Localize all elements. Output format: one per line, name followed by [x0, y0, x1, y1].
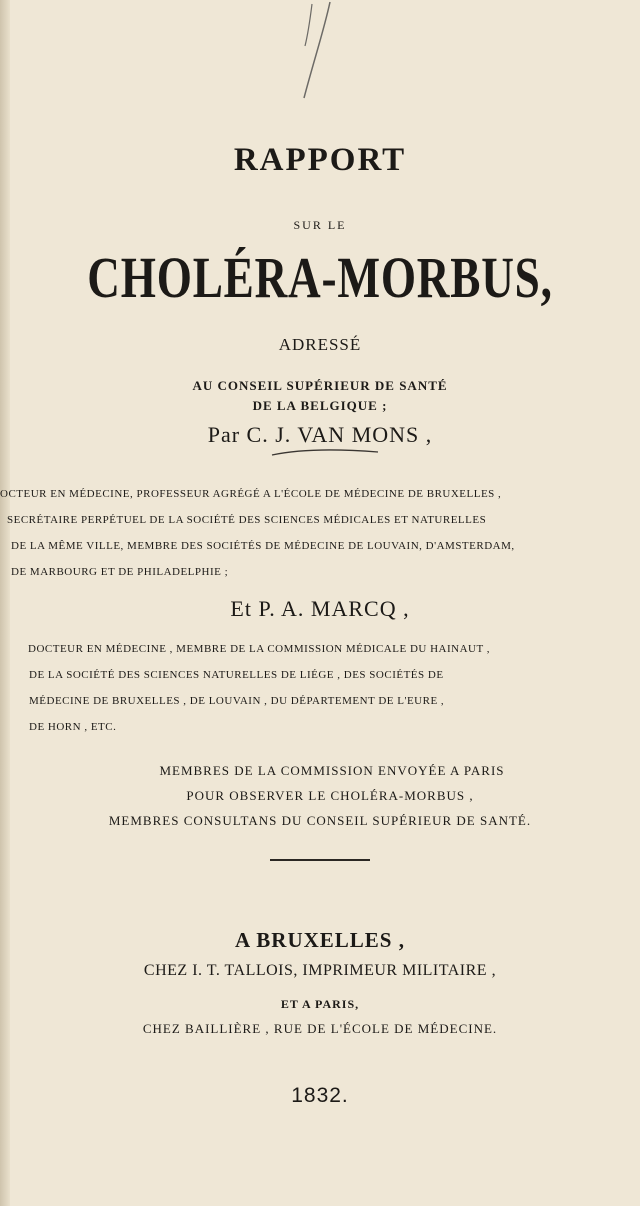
adresse-line: ADRESSÉ: [278, 335, 362, 354]
author-1-name: Par C. J. VAN MONS ,: [207, 422, 433, 447]
imprint-city: A BRUXELLES ,: [235, 928, 405, 952]
imprint-bailliere: CHEZ BAILLIÈRE , RUE DE L'ÉCOLE DE MÉDECINE.: [142, 1021, 498, 1036]
subtitle-sur-le: SUR LE: [293, 218, 347, 232]
handwritten-mark: [290, 0, 350, 100]
decorative-swash: [270, 447, 380, 457]
imprint-printer: CHEZ I. T. TALLOIS, IMPRIMEUR MILITAIRE ,: [143, 962, 497, 979]
author-2-name: Et P. A. MARCQ ,: [230, 596, 410, 621]
divider-rule: [270, 859, 370, 861]
author-1-credential-line: DE MARBOURG ET DE PHILADELPHIE ;: [11, 566, 229, 578]
author-1-credential-line: OCTEUR EN MÉDECINE, PROFESSEUR AGRÉGÉ A L'ÉCOLE DE MÉDECINE DE BRUXELLES ,: [0, 488, 502, 500]
members-line: MEMBRES CONSULTANS DU CONSEIL SUPÉRIEUR DE SANTÉ.: [108, 813, 532, 828]
publication-year: 1832.: [291, 1084, 349, 1107]
council-line-2: DE LA BELGIQUE ;: [252, 398, 388, 413]
council-line-1: AU CONSEIL SUPÉRIEUR DE SANTÉ: [192, 378, 448, 393]
members-line: POUR OBSERVER LE CHOLÉRA-MORBUS ,: [186, 788, 474, 803]
subject-heading: CHOLÉRA-MORBUS,: [87, 245, 553, 310]
author-2-credential-line: DE HORN , ETC.: [29, 721, 117, 733]
author-2-credential-line: MÉDECINE DE BRUXELLES , DE LOUVAIN , DU DÉPARTEMENT DE L'EURE ,: [29, 695, 445, 707]
author-2-credential-line: DOCTEUR EN MÉDECINE , MEMBRE DE LA COMMISSION MÉDICALE DU HAINAUT ,: [28, 643, 490, 655]
author-1-credential-line: DE LA MÊME VILLE, MEMBRE DES SOCIÉTÉS DE MÉDECINE DE LOUVAIN, D'AMSTERDAM,: [11, 540, 515, 552]
members-line: MEMBRES DE LA COMMISSION ENVOYÉE A PARIS: [159, 763, 505, 778]
imprint-et-paris: ET A PARIS,: [280, 997, 360, 1011]
author-2-credential-line: DE LA SOCIÉTÉ DES SCIENCES NATURELLES DE LIÉGE , DES SOCIÉTÉS DE: [29, 669, 444, 681]
author-1-credential-line: SECRÉTAIRE PERPÉTUEL DE LA SOCIÉTÉ DES SCIENCES MÉDICALES ET NATURELLES: [7, 514, 487, 526]
report-title: RAPPORT: [233, 142, 407, 178]
